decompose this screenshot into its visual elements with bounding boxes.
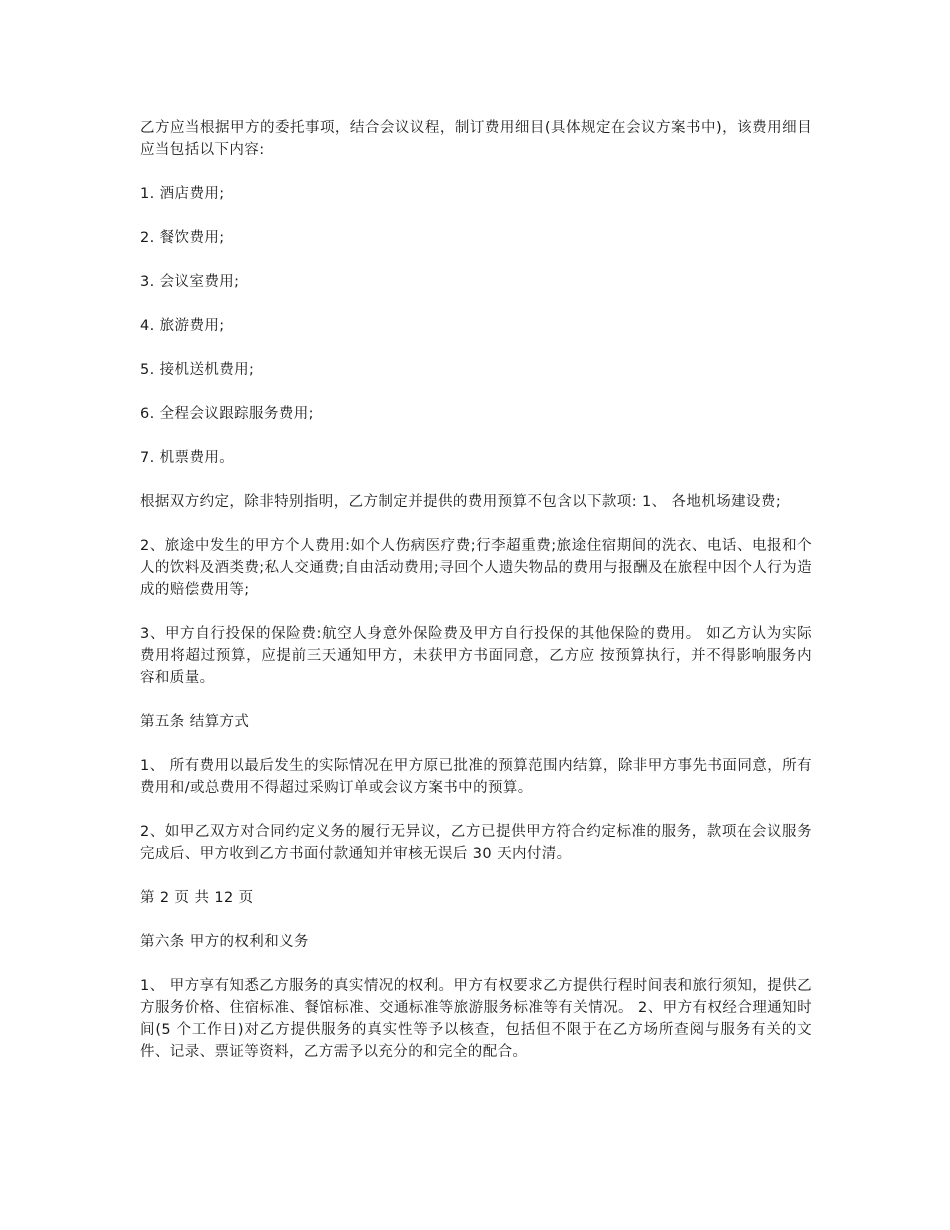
section-heading-settlement: 第五条 结算方式: [140, 714, 250, 730]
list-item-airport-transfer: 5. 接机送机费用;: [140, 362, 255, 378]
list-item-catering: 2. 餐饮费用;: [140, 230, 225, 246]
settlement-clause-1: 1、 所有费用以最后发生的实际情况在甲方原已批准的预算范围内结算，除非甲方事先书面同意，所有费用和/或总费用不得超过采购订单或会议方案书中的预算。: [140, 758, 812, 796]
list-item-hotel: 1. 酒店费用;: [140, 186, 225, 202]
party-a-rights-clause: 1、 甲方享有知悉乙方服务的真实情况的权利。甲方有权要求乙方提供行程时间表和旅行须知，提供乙方服务价格、住宿标准、餐馆标准、交通标准等旅游服务标准等有关情况。 2、甲方有权经合理通知时间(5 个工作日)对乙方提供服务的真实性等予以核查，包括但不限于在乙方场所查阅与服务有关的文件、记录、票证等资料，乙方需予以充分的和完全的配合。: [140, 978, 812, 1060]
intro-paragraph: 乙方应当根据甲方的委托事项，结合会议议程，制订费用细目(具体规定在会议方案书中)，该费用细目应当包括以下内容:: [140, 120, 812, 158]
document-page: [140, 117, 812, 1085]
list-item-meeting-room: 3. 会议室费用;: [140, 274, 240, 290]
exclusions-paragraph: 根据双方约定，除非特别指明，乙方制定并提供的费用预算不包含以下款项: 1、 各地机场建设费;: [140, 494, 782, 510]
settlement-clause-2: 2、如甲乙双方对合同约定义务的履行无异议，乙方已提供甲方符合约定标准的服务，款项在会议服务完成后、甲方收到乙方书面付款通知并审核无误后 30 天内付清。: [140, 824, 812, 862]
list-item-tourism: 4. 旅游费用;: [140, 318, 225, 334]
exclusion-personal-expenses: 2、旅途中发生的甲方个人费用:如个人伤病医疗费;行李超重费;旅途住宿期间的洗衣、电话、电报和个人的饮料及酒类费;私人交通费;自由活动费用;寻回个人遗失物品的费用与报酬及在旅程中因个人行为造成的赔偿费用等;: [140, 538, 812, 598]
list-item-tracking-service: 6. 全程会议跟踪服务费用;: [140, 406, 314, 422]
exclusion-insurance: 3、甲方自行投保的保险费:航空人身意外保险费及甲方自行投保的其他保险的费用。 如乙方认为实际费用将超过预算，应提前三天通知甲方，未获甲方书面同意，乙方应 按预算执行，并不得影响服务内容和质量。: [140, 626, 812, 686]
page-number: 第 2 页 共 12 页: [140, 890, 254, 906]
section-heading-party-a-rights: 第六条 甲方的权利和义务: [140, 934, 309, 950]
list-item-air-tickets: 7. 机票费用。: [140, 450, 235, 466]
